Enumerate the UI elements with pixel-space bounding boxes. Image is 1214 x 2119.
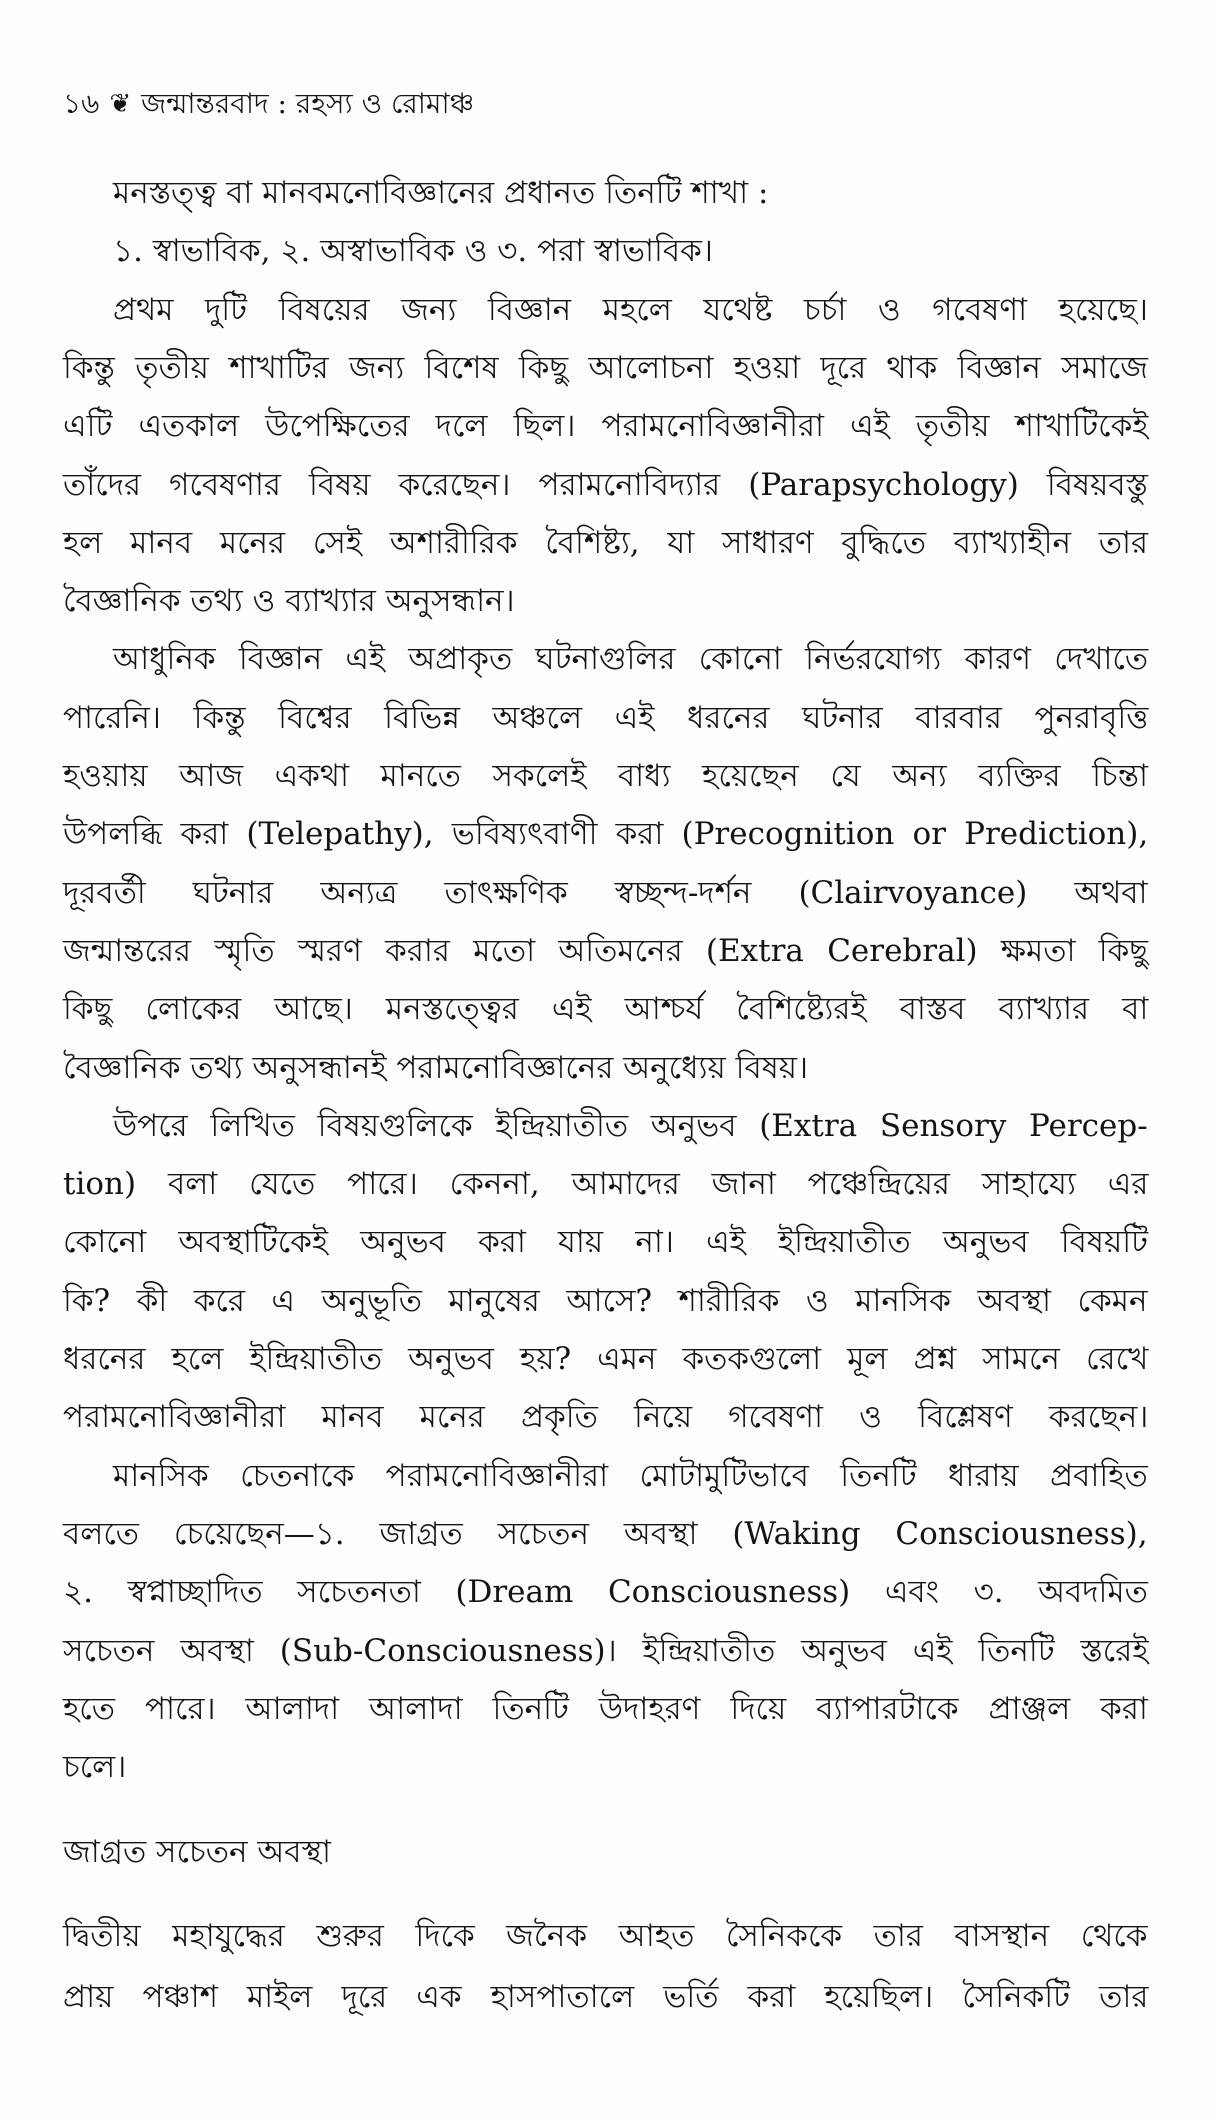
text-line: এটি এতকাল উপেক্ষিতের দলে ছিল। পরামনোবিজ্ঞানীরা এই তৃতীয় শাখাটিকেই bbox=[63, 408, 1149, 445]
text-line: উপরে লিখিত বিষয়গুলিকে ইন্দ্রিয়াতীত অনুভব (Extra Sensory Percep- bbox=[113, 1107, 1148, 1144]
text-line: কিছু লোকের আছে। মনস্তত্ত্বের এই আশ্চর্য বৈশিষ্ট্যেরই বাস্তব ব্যাখ্যার বা bbox=[63, 991, 1149, 1028]
text-line: কিন্তু তৃতীয় শাখাটির জন্য বিশেষ কিছু আলোচনা হওয়া দূরে থাক বিজ্ঞান সমাজে bbox=[63, 349, 1149, 386]
text-line: হওয়ায় আজ একথা মানতে সকলেই বাধ্য হয়েছেন যে অন্য ব্যক্তির চিন্তা bbox=[63, 758, 1149, 794]
text-line: হতে পারে। আলাদা আলাদা তিনটি উদাহরণ দিয়ে ব্যাপারটাকে প্রাঞ্জল করা bbox=[63, 1690, 1148, 1727]
text-line: সচেতন অবস্থা (Sub-Consciousness)। ইন্দ্রিয়াতীত অনুভব এই তিনটি স্তরেই bbox=[63, 1632, 1149, 1669]
text-line: মনস্তত্ত্ব বা মানবমনোবিজ্ঞানের প্রধানত তিনটি শাখা : bbox=[113, 175, 769, 211]
running-title: জন্মান্তরবাদ : রহস্য ও রোমাঞ্চ bbox=[141, 87, 475, 120]
text-line: tion) বলা যেতে পারে। কেননা, আমাদের জানা পঞ্চেন্দ্রিয়ের সাহায্যে এর bbox=[63, 1166, 1149, 1203]
text-line: পারেনি। কিন্তু বিশ্বের বিভিন্ন অঞ্চলে এই ধরনের ঘটনার বারবার পুনরাবৃত্তি bbox=[63, 699, 1149, 736]
running-header bbox=[63, 84, 474, 124]
text-line: ১. স্বাভাবিক, ২. অস্বাভাবিক ও ৩. পরা স্বাভাবিক। bbox=[113, 233, 713, 270]
text-line: হল মানব মনের সেই অশারীরিক বৈশিষ্ট্য, যা সাধারণ বুদ্ধিতে ব্যাখ্যাহীন তার bbox=[63, 524, 1149, 561]
text-line: মানসিক চেতনাকে পরামনোবিজ্ঞানীরা মোটামুটিভাবে তিনটি ধারায় প্রবাহিত bbox=[113, 1457, 1148, 1494]
text-line: বলতে চেয়েছেন—১. জাগ্রত সচেতন অবস্থা (Waking Consciousness), bbox=[63, 1515, 1148, 1552]
text-line: প্রায় পঞ্চাশ মাইল দূরে এক হাসপাতালে ভর্তি করা হয়েছিল। সৈনিকটি তার bbox=[63, 1979, 1149, 2015]
text-line: ধরনের হলে ইন্দ্রিয়াতীত অনুভব হয়? এমন কতকগুলো মূল প্রশ্ন সামনে রেখে bbox=[63, 1341, 1149, 1377]
text-line: আধুনিক বিজ্ঞান এই অপ্রাকৃত ঘটনাগুলির কোনো নির্ভরযোগ্য কারণ দেখাতে bbox=[113, 641, 1149, 678]
text-line: প্রথম দুটি বিষয়ের জন্য বিজ্ঞান মহলে যথেষ্ট চর্চা ও গবেষণা হয়েছে। bbox=[113, 291, 1148, 328]
text-line: কোনো অবস্থাটিকেই অনুভব করা যায় না। এই ইন্দ্রিয়াতীত অনুভব বিষয়টি bbox=[63, 1224, 1149, 1261]
text-line: কি? কী করে এ অনুভূতি মানুষের আসে? শারীরিক ও মানসিক অবস্থা কেমন bbox=[63, 1282, 1148, 1319]
text-line: উপলব্ধি করা (Telepathy), ভবিষ্যৎবাণী করা (Precognition or Prediction), bbox=[63, 816, 1149, 853]
text-line: পরামনোবিজ্ঞানীরা মানব মনের প্রকৃতি নিয়ে গবেষণা ও বিশ্লেষণ করছেন। bbox=[63, 1399, 1149, 1436]
text-line: বৈজ্ঞানিক তথ্য অনুসন্ধানই পরামনোবিজ্ঞানের অনুধ্যেয় বিষয়। bbox=[63, 1049, 809, 1086]
text-line: তাঁদের গবেষণার বিষয় করেছেন। পরামনোবিদ্যার (Parapsychology) বিষয়বস্তু bbox=[63, 466, 1148, 503]
text-line: চলে। bbox=[63, 1749, 127, 1786]
text-line: ২. স্বপ্নাচ্ছাদিত সচেতনতা (Dream Consciousness) এবং ৩. অবদমিত bbox=[63, 1574, 1148, 1611]
text-line: বৈজ্ঞানিক তথ্য ও ব্যাখ্যার অনুসন্ধান। bbox=[63, 583, 515, 620]
section-heading: জাগ্রত সচেতন অবস্থা bbox=[63, 1834, 331, 1870]
page-number: ১৬ bbox=[63, 87, 100, 120]
text-line: দূরবর্তী ঘটনার অন্যত্র তাৎক্ষণিক স্বচ্ছন্দ-দর্শন (Clairvoyance) অথবা bbox=[63, 874, 1148, 911]
floral-ornament-icon: ❦ bbox=[109, 89, 132, 119]
text-line: দ্বিতীয় মহাযুদ্ধের শুরুর দিকে জনৈক আহত সৈনিককে তার বাসস্থান থেকে bbox=[63, 1918, 1148, 1954]
text-line: জন্মান্তরের স্মৃতি স্মরণ করার মতো অতিমনের (Extra Cerebral) ক্ষমতা কিছু bbox=[63, 932, 1149, 969]
